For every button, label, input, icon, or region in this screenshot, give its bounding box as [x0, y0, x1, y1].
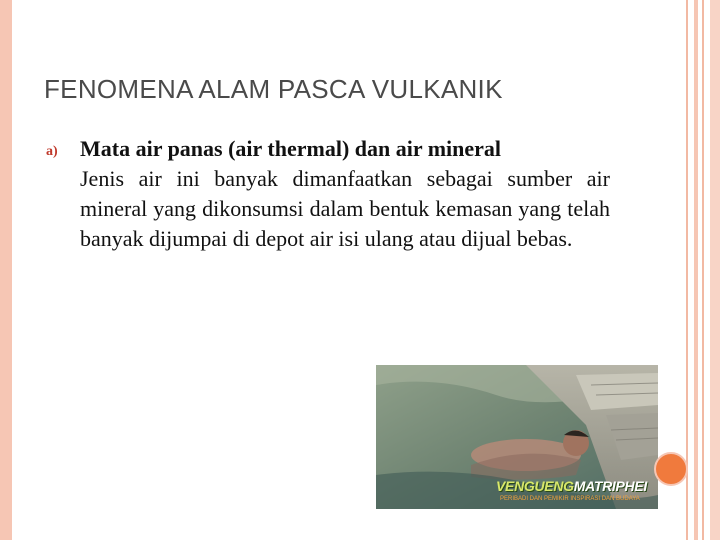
bullet-content — [80, 134, 610, 254]
slide-title: FENOMENA ALAM PASCA VULKANIK — [44, 74, 503, 104]
photo-watermark — [496, 478, 647, 494]
right-decorative-stripes — [680, 0, 720, 540]
watermark-main: VENGUENG — [496, 478, 574, 494]
decorative-circle — [654, 452, 688, 486]
stripe — [702, 0, 704, 540]
hot-spring-photo — [376, 365, 658, 509]
item-heading: Mata air panas (air thermal) dan air mineral — [80, 136, 502, 161]
stripe — [694, 0, 698, 540]
bullet-marker: a) — [46, 144, 58, 159]
watermark-accent: MATRIPHEI — [573, 478, 647, 494]
left-decorative-bar — [0, 0, 12, 540]
stripe — [710, 0, 720, 540]
item-body: Jenis air ini banyak dimanfaatkan sebagai sumber air mineral yang dikonsumsi dalam bentuk kemasan yang telah banyak dijumpai di depot air isi ulang atau dijual bebas. — [80, 166, 610, 251]
photo-watermark-sub: PERIBADI DAN PEMIKIR INSPIRASI DAN BUDAYA — [500, 496, 640, 502]
stripe — [686, 0, 688, 540]
